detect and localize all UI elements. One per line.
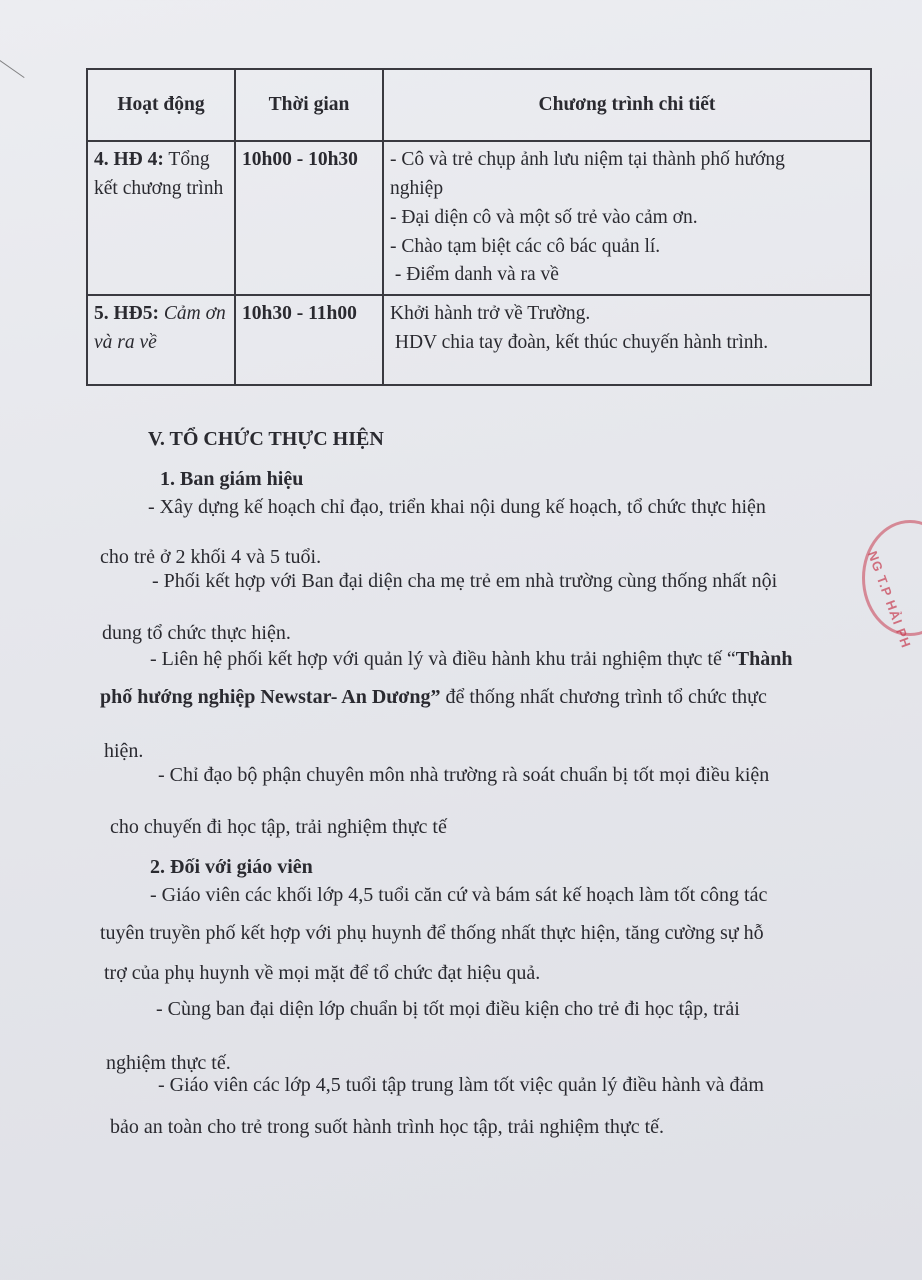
detail-line: - Đại diện cô và một số trẻ vào cảm ơn. — [390, 206, 698, 228]
activity-number: 5. HĐ5: — [94, 303, 159, 325]
activity-name: Tổng kết chương trình — [94, 149, 224, 199]
detail-line: - Cô và trẻ chụp ảnh lưu niệm tại thành phố hướng — [390, 149, 785, 170]
details-cell — [383, 141, 871, 295]
page-fold-mark — [0, 60, 25, 135]
section-title: V. TỔ CHỨC THỰC HIỆN — [148, 428, 384, 450]
subsection-title: 2. Đối với giáo viên — [150, 856, 313, 878]
paragraph-line: nghiệm thực tế. — [106, 1052, 231, 1074]
paragraph-line: - Giáo viên các lớp 4,5 tuổi tập trung làm tốt việc quản lý điều hành và đảm — [158, 1074, 764, 1096]
header-time: Thời gian — [235, 69, 383, 141]
stamp-text: NG T.P HẢI PH — [864, 549, 915, 651]
paragraph-line: - Cùng ban đại diện lớp chuẩn bị tốt mọi điều kiện cho trẻ đi học tập, trải — [156, 998, 740, 1020]
activity-number: 4. HĐ 4: — [94, 149, 164, 170]
schedule-table — [86, 68, 872, 386]
paragraph-line: tuyên truyền phố kết hợp với phụ huynh để thống nhất thực hiện, tăng cường sự hỗ — [100, 922, 764, 944]
time-cell: 10h30 - 11h00 — [235, 295, 383, 385]
paragraph-line: - Liên hệ phối kết hợp với quản lý và điều hành khu trải nghiệm thực tế “Thành — [150, 648, 793, 670]
paragraph-line: phố hướng nghiệp Newstar- An Dương” để thống nhất chương trình tổ chức thực — [100, 686, 767, 708]
details-cell — [383, 295, 871, 385]
detail-line: - Chào tạm biệt các cô bác quản lí. — [390, 235, 661, 257]
paragraph-line: trợ của phụ huynh về mọi mặt để tổ chức đạt hiệu quả. — [104, 962, 541, 984]
detail-line: HDV chia tay đoàn, kết thúc chuyến hành trình. — [390, 332, 769, 354]
red-seal-stamp — [862, 520, 922, 651]
activity-name: Cảm ơn và ra về — [94, 303, 226, 354]
header-details: Chương trình chi tiết — [383, 69, 871, 141]
subsection-title: 1. Ban giám hiệu — [160, 468, 304, 490]
table-row — [87, 295, 871, 385]
paragraph-line: dung tổ chức thực hiện. — [102, 622, 291, 644]
paragraph-line: - Giáo viên các khối lớp 4,5 tuổi căn cứ và bám sát kế hoạch làm tốt công tác — [150, 884, 768, 906]
detail-line: - Điểm danh và ra về — [390, 264, 559, 286]
paragraph-line: hiện. — [104, 740, 144, 762]
paragraph-line: - Phối kết hợp với Ban đại diện cha mẹ trẻ em nhà trường cùng thống nhất nội — [152, 570, 778, 592]
header-activity: Hoạt động — [87, 69, 235, 141]
paragraph-line: cho trẻ ở 2 khối 4 và 5 tuổi. — [100, 546, 322, 568]
detail-line: nghiệp — [390, 177, 444, 199]
activity-cell — [87, 295, 235, 385]
time-cell: 10h00 - 10h30 — [235, 141, 383, 295]
paragraph-line: bảo an toàn cho trẻ trong suốt hành trình học tập, trải nghiệm thực tế. — [110, 1116, 665, 1138]
paragraph-line: cho chuyến đi học tập, trải nghiệm thực tế — [110, 816, 447, 838]
paragraph-line: - Chỉ đạo bộ phận chuyên môn nhà trường rà soát chuẩn bị tốt mọi điều kiện — [158, 764, 770, 786]
table-row — [87, 141, 871, 295]
table-header-row — [87, 69, 871, 141]
activity-cell — [87, 141, 235, 295]
paragraph-line: - Xây dựng kế hoạch chỉ đạo, triển khai nội dung kế hoạch, tổ chức thực hiện — [148, 496, 766, 518]
detail-line: Khởi hành trở về Trường. — [390, 303, 591, 325]
